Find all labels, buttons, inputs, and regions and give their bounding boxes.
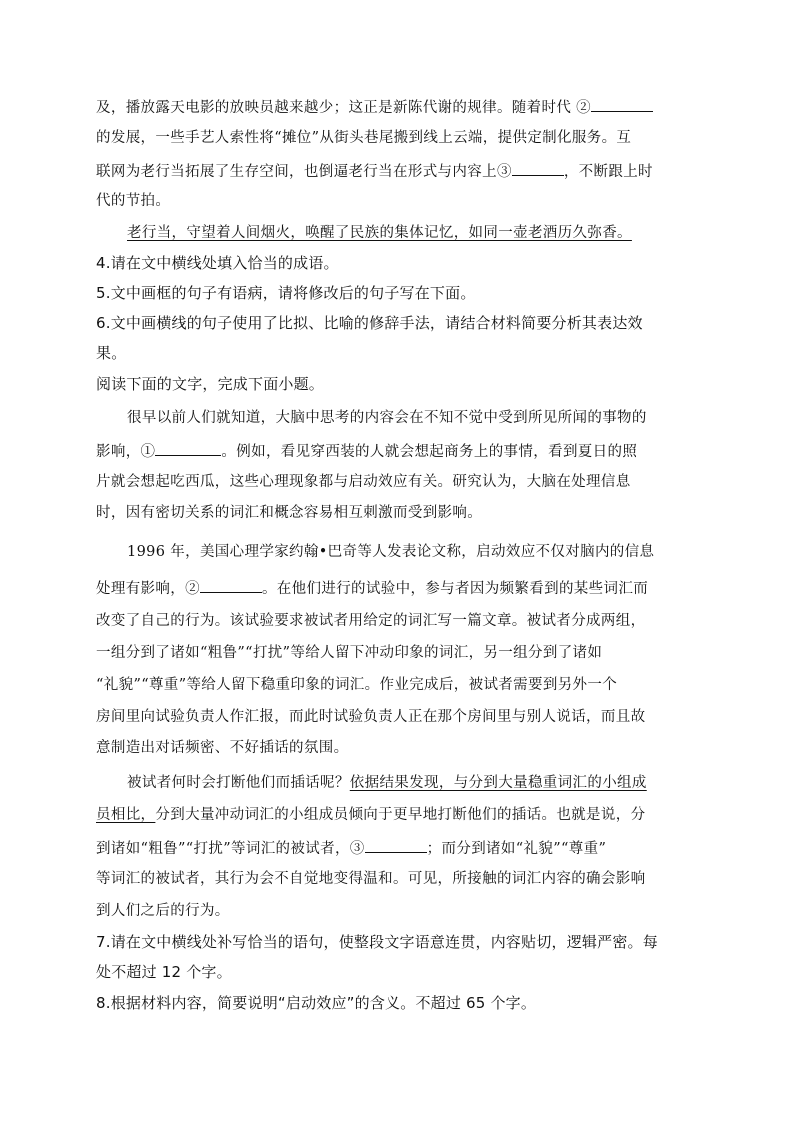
passage-b-p2-line-4: 一组分到了诸如“粗鲁”“打扰”等给人留下冲动印象的词汇，另一组分到了诸如 [96, 645, 603, 661]
text-span: 及，播放露天电影的放映员越来越少；这正是新陈代谢的规律。随着时代 ② [96, 100, 592, 116]
passage-a-line-1 [96, 99, 653, 116]
answer-blank-3[interactable] [512, 163, 564, 176]
passage-b-p1-line-1: 很早以前人们就知道，大脑中思考的内容会在不知不觉中受到所见所闻的事物的 [127, 410, 647, 426]
passage-a-line-3 [96, 163, 653, 180]
passage-b-p2-line-5: “礼貌”“尊重”等给人留下稳重印象的词汇。作业完成后，被试者需要到另外一个 [96, 677, 618, 693]
answer-blank-2[interactable] [591, 99, 653, 112]
passage-b-p1-line-3: 片就会想起吃西瓜，这些心理现象都与启动效应有关。研究认为，大脑在处理信息 [96, 474, 631, 490]
underlined-text: 老行当，守望着人间烟火，唤醒了民族的集体记忆，如同一壶老酒历久弥香。 [127, 225, 632, 241]
question-7-line-1: 7.请在文中横线处补写恰当的语句，使整段文字语意连贯，内容贴切，逻辑严密。每 [96, 933, 658, 951]
passage-b-p1-line-4: 时，因有密切关系的词汇和概念容易相互刺激而受到影响。 [96, 505, 483, 521]
question-7-line-2: 处不超过 12 个字。 [96, 963, 232, 981]
underlined-sentence [127, 226, 632, 241]
text-span: ；而分到诸如“礼貌”“尊重” [426, 841, 607, 857]
passage-b-p2-line-2 [96, 580, 648, 597]
passage-b-p2-line-3: 改变了自己的行为。该试验要求被试者用给定的词汇写一篇文章。被试者分成两组， [96, 613, 646, 629]
passage-b-p3-line-4: 等词汇的被试者，其行为会不自觉地变得温和。可见，所接触的词汇内容的确会影响 [96, 871, 646, 887]
question-6-line-1: 6.文中画横线的句子使用了比拟、比喻的修辞手法，请结合材料简要分析其表达效 [96, 314, 643, 332]
passage-b-p3-line-1 [127, 776, 647, 791]
question-4: 4.请在文中横线处填入恰当的成语。 [96, 254, 339, 272]
passage-b-p1-line-2 [96, 443, 637, 460]
answer-blank-3b[interactable] [365, 840, 427, 853]
passage-b-p2-line-7: 意制造出对话频密、不好插话的氛围。 [96, 740, 349, 756]
text-span: ，不断跟上时 [563, 164, 653, 180]
text-span: 。例如，看见穿西装的人就会想起商务上的事情，看到夏日的照 [221, 444, 638, 460]
text-span: 联网为老行当拓展了生存空间，也倒逼老行当在形式与内容上③ [96, 164, 512, 180]
answer-blank-2b[interactable] [200, 580, 262, 593]
passage-b-p2-line-1: 1996 年，美国心理学家约翰•巴奇等人发表论文称，启动效应不仅对脑内的信息 [127, 544, 655, 560]
text-span: 分到大量冲动词汇的小组成员倾向于更早地打断他们的插话。也就是说，分 [155, 807, 646, 823]
text-span: 到诸如“粗鲁”“打扰”等词汇的被试者，③ [96, 841, 365, 857]
answer-blank-1[interactable] [155, 443, 221, 456]
question-6-line-2: 果。 [96, 344, 127, 362]
underlined-text: 依据结果发现，与分到大量稳重词汇的小组成 [349, 775, 647, 791]
passage-b-p3-line-2 [96, 808, 645, 823]
passage-b-p2-line-6: 房间里向试验负责人作汇报，而此时试验负责人正在那个房间里与别人说话，而且故 [96, 709, 646, 725]
passage-b-p3-line-3 [96, 840, 606, 857]
underlined-text: 员相比， [96, 807, 156, 823]
passage-a-line-2: 的发展，一些手艺人索性将“摊位”从街头巷尾搬到线上云端，提供定制化服务。互 [96, 130, 632, 146]
reading-instruction: 阅读下面的文字，完成下面小题。 [96, 375, 325, 393]
text-span: 处理有影响，② [96, 581, 200, 597]
passage-a-line-4: 代的节拍。 [96, 193, 171, 209]
text-span: 影响，① [96, 444, 156, 460]
text-span: 被试者何时会打断他们而插话呢？ [127, 775, 350, 791]
question-8: 8.根据材料内容，简要说明“启动效应”的含义。不超过 65 个字。 [96, 994, 537, 1012]
question-5: 5.文中画框的句子有语病，请将修改后的句子写在下面。 [96, 284, 476, 302]
passage-b-p3-line-5: 到人们之后的行为。 [96, 903, 230, 919]
text-span: 。在他们进行的试验中，参与者因为频繁看到的某些词汇而 [261, 581, 649, 597]
